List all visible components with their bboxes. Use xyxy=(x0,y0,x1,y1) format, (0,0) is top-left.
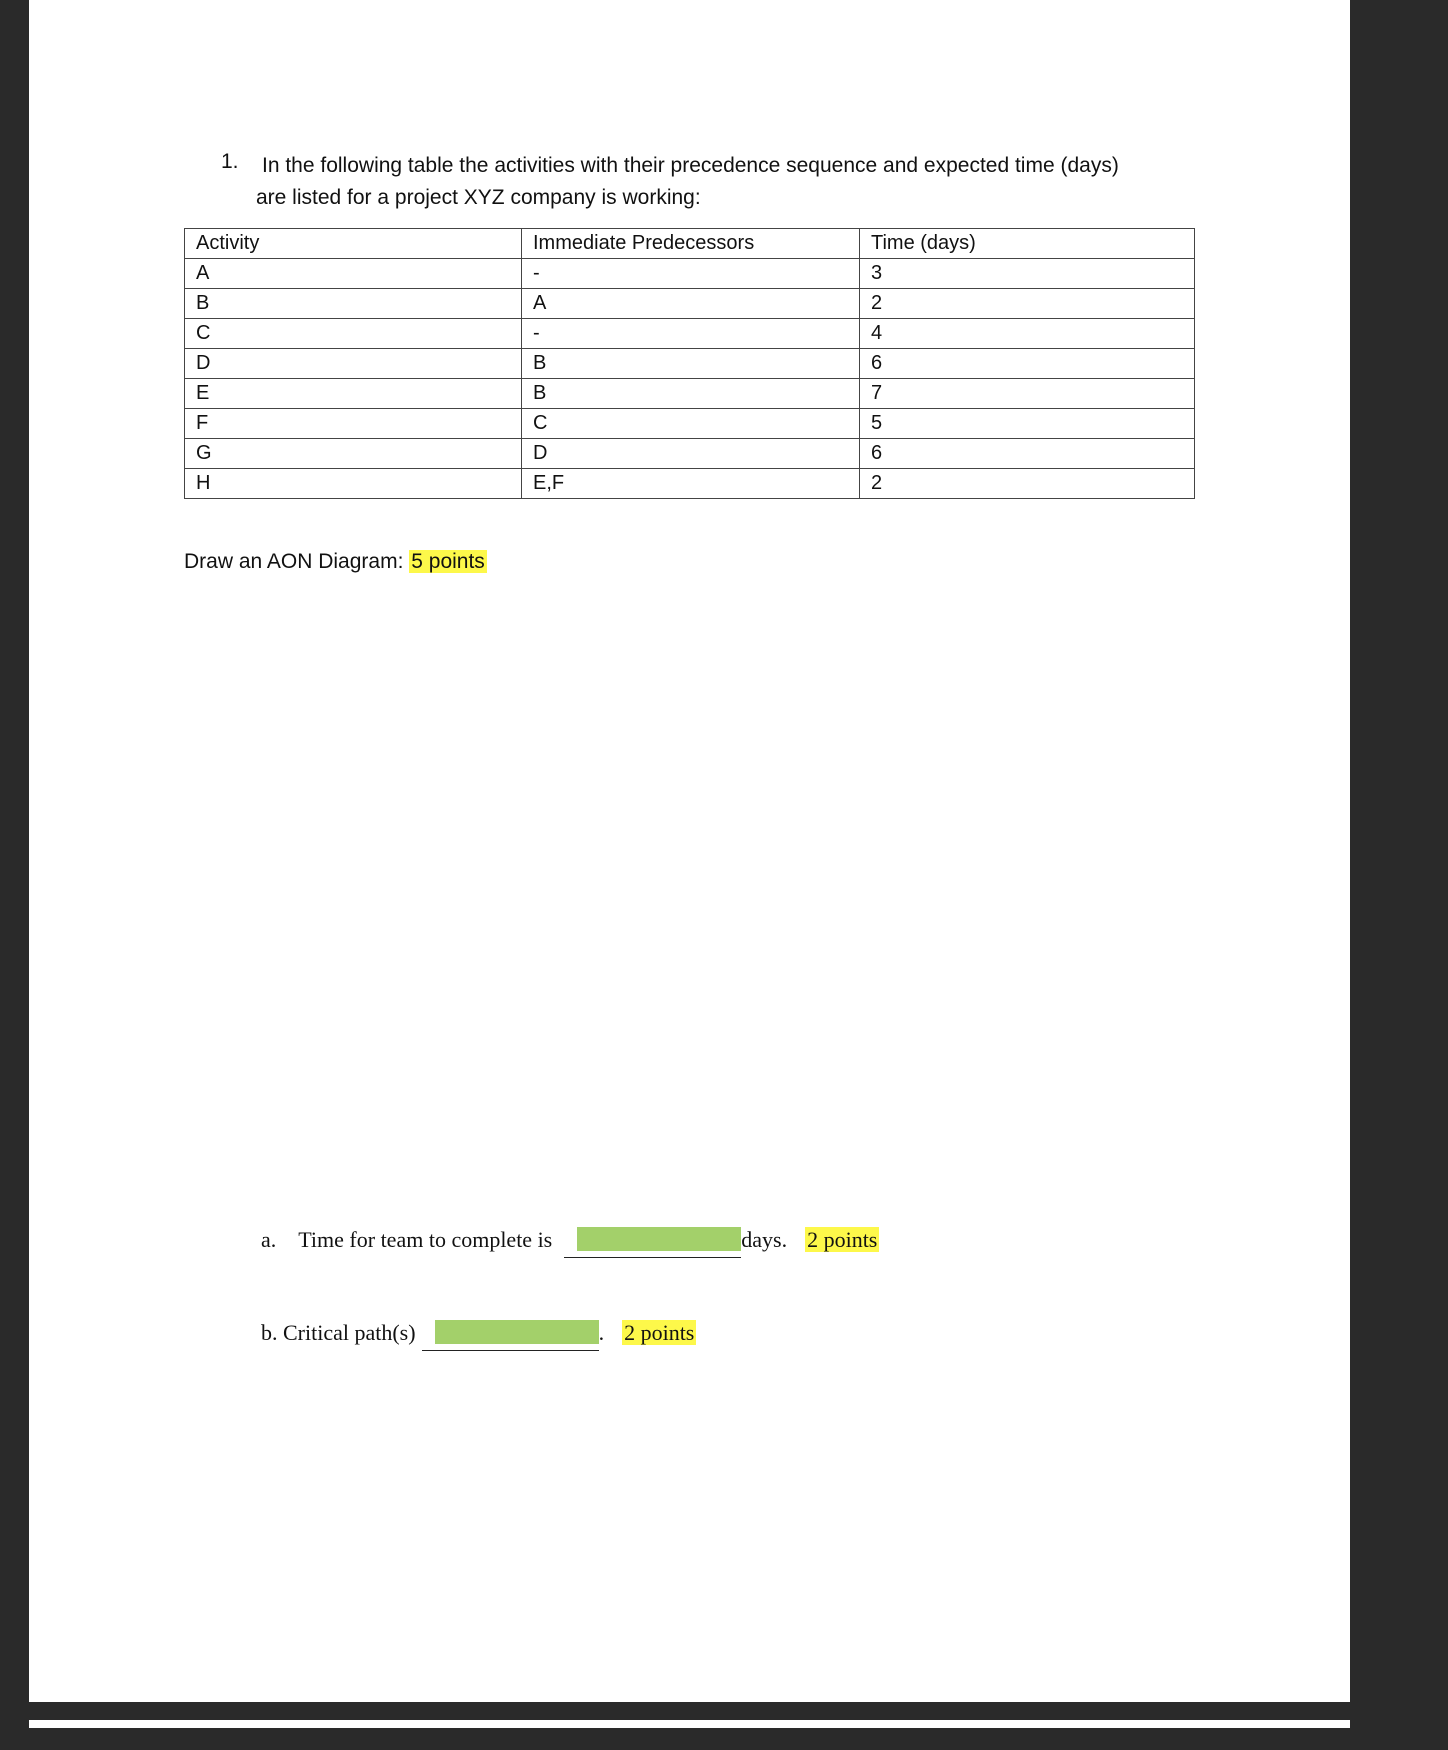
part-a-letter: a. xyxy=(261,1227,277,1252)
activity-cell: D xyxy=(185,349,522,379)
activity-cell: H xyxy=(185,469,522,499)
time-cell: 4 xyxy=(860,319,1195,349)
table-row xyxy=(185,409,1195,439)
table-row xyxy=(185,469,1195,499)
part-b-suffix: . xyxy=(598,1320,605,1345)
question-number: 1. xyxy=(221,150,239,173)
time-cell: 6 xyxy=(860,349,1195,379)
part-b-answer-blank[interactable] xyxy=(422,1320,599,1351)
predecessor-cell: - xyxy=(522,319,860,349)
predecessor-cell: C xyxy=(522,409,860,439)
activity-cell: F xyxy=(185,409,522,439)
part-a-suffix: days. xyxy=(741,1227,788,1252)
activity-cell: B xyxy=(185,289,522,319)
part-a-question xyxy=(261,1227,879,1258)
predecessor-cell: B xyxy=(522,349,860,379)
header-predecessors: Immediate Predecessors xyxy=(522,229,860,259)
table-row xyxy=(185,439,1195,469)
activity-cell: G xyxy=(185,439,522,469)
aon-points-badge: 5 points xyxy=(411,550,485,573)
time-cell: 2 xyxy=(860,289,1195,319)
time-cell: 3 xyxy=(860,259,1195,289)
aon-label: Draw an AON Diagram: xyxy=(184,550,404,573)
table-header-row xyxy=(185,229,1195,259)
activity-cell: A xyxy=(185,259,522,289)
part-a-text: Time for team to complete is xyxy=(298,1227,553,1252)
activity-table xyxy=(184,228,1195,499)
page-edge-strip xyxy=(29,1720,1350,1728)
predecessor-cell: A xyxy=(522,289,860,319)
aon-instruction xyxy=(184,550,487,574)
header-time: Time (days) xyxy=(860,229,1195,259)
part-a-answer-blank[interactable] xyxy=(564,1227,741,1258)
question-text xyxy=(256,150,1192,214)
table-row xyxy=(185,319,1195,349)
question-line-2: are listed for a project XYZ company is working: xyxy=(256,186,701,209)
time-cell: 2 xyxy=(860,469,1195,499)
part-b-points-badge: 2 points xyxy=(624,1320,695,1345)
predecessor-cell: B xyxy=(522,379,860,409)
activity-cell: C xyxy=(185,319,522,349)
table-row xyxy=(185,259,1195,289)
time-cell: 5 xyxy=(860,409,1195,439)
part-b-text: b. Critical path(s) xyxy=(261,1320,416,1345)
table-row xyxy=(185,289,1195,319)
header-activity: Activity xyxy=(185,229,522,259)
predecessor-cell: D xyxy=(522,439,860,469)
part-b-question xyxy=(261,1320,696,1351)
predecessor-cell: - xyxy=(522,259,860,289)
time-cell: 6 xyxy=(860,439,1195,469)
table-row xyxy=(185,349,1195,379)
question-line-1: In the following table the activities with their precedence sequence and expected time (days) xyxy=(262,154,1119,177)
predecessor-cell: E,F xyxy=(522,469,860,499)
time-cell: 7 xyxy=(860,379,1195,409)
table-row xyxy=(185,379,1195,409)
part-a-points-badge: 2 points xyxy=(807,1227,878,1252)
activity-cell: E xyxy=(185,379,522,409)
